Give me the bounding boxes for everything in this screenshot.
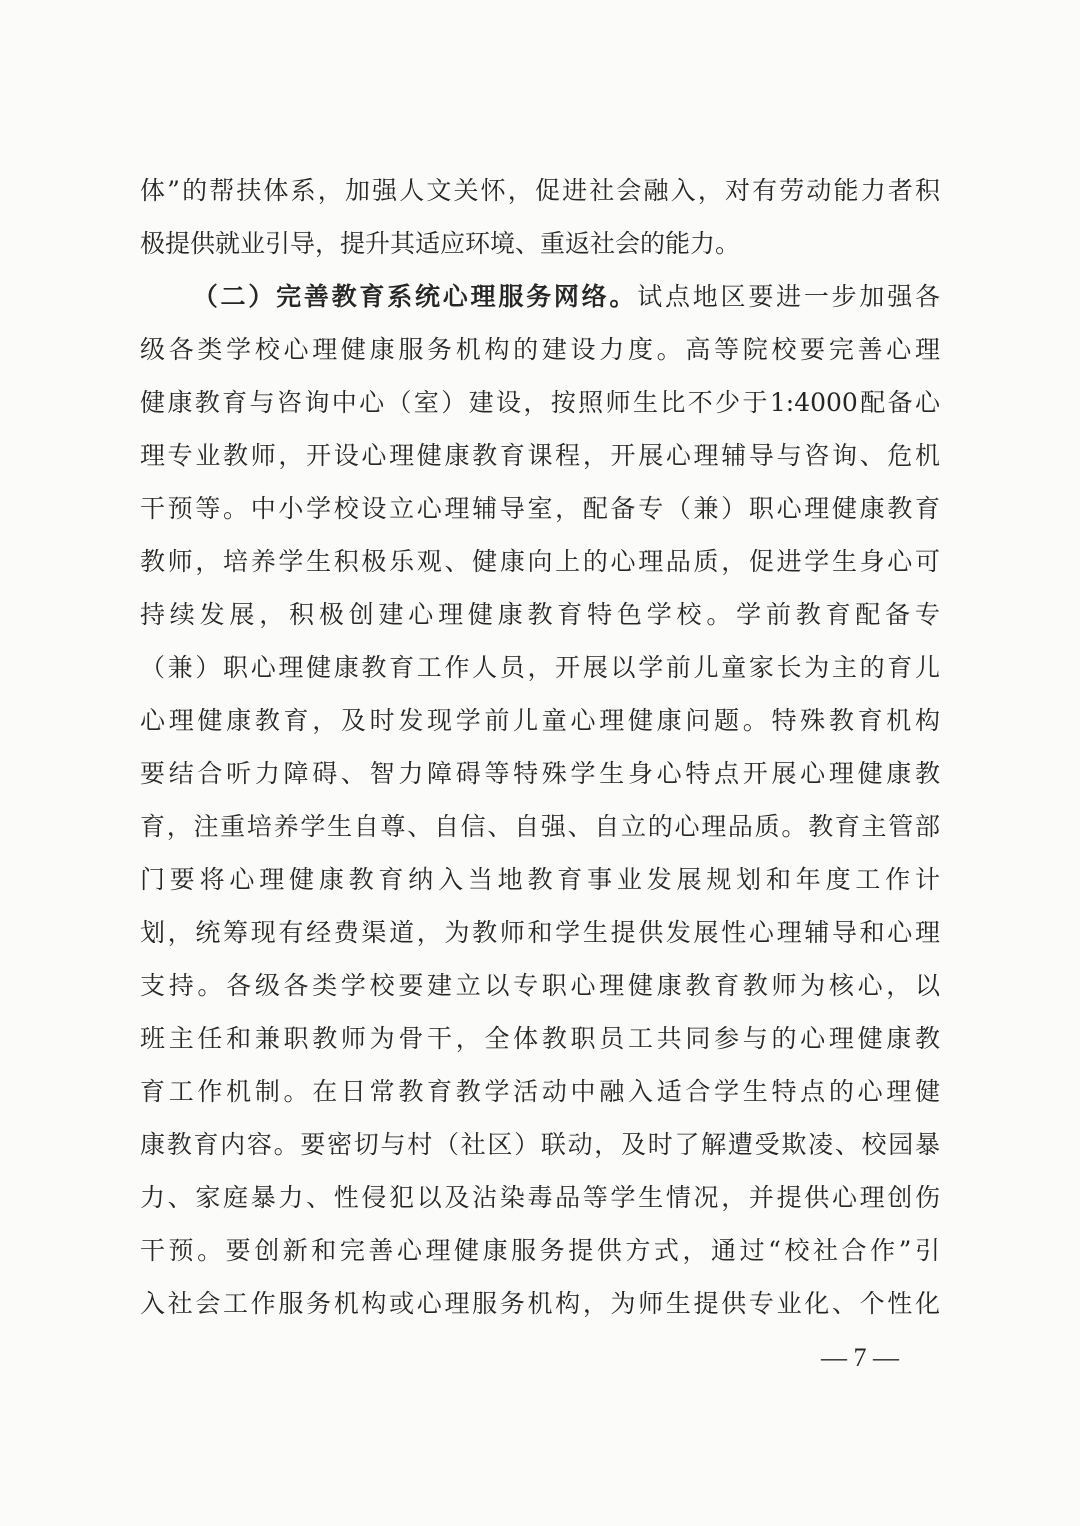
- text-line: 力、家庭暴力、性侵犯以及沾染毒品等学生情况，并提供心理创伤: [140, 1183, 940, 1212]
- text-line: 级各类学校心理健康服务机构的建设力度。高等院校要完善心理: [140, 335, 940, 364]
- section-lead-text: 试点地区要进一步加强各: [637, 282, 940, 311]
- text-line: 教师，培养学生积极乐观、健康向上的心理品质，促进学生身心可: [140, 547, 940, 576]
- section-heading: （二）完善教育系统心理服务网络。: [190, 282, 638, 311]
- text-line: 康教育内容。要密切与村（社区）联动，及时了解遭受欺凌、校园暴: [140, 1130, 940, 1159]
- text-line: 理专业教师，开设心理健康教育课程，开展心理辅导与咨询、危机: [140, 441, 940, 470]
- text-line: 要结合听力障碍、智力障碍等特殊学生身心特点开展心理健康教: [140, 759, 940, 788]
- text-line: 持续发展，积极创建心理健康教育特色学校。学前教育配备专: [140, 600, 940, 629]
- text-line: 体”的帮扶体系，加强人文关怀，促进社会融入，对有劳动能力者积: [140, 176, 940, 205]
- text-line: 育，注重培养学生自尊、自信、自强、自立的心理品质。教育主管部: [140, 812, 940, 841]
- text-line: 干预。要创新和完善心理健康服务提供方式，通过“校社合作”引: [140, 1236, 940, 1265]
- text-line: 门要将心理健康教育纳入当地教育事业发展规划和年度工作计: [140, 865, 940, 894]
- text-line: 育工作机制。在日常教育教学活动中融入适合学生特点的心理健: [140, 1077, 940, 1106]
- text-line: 心理健康教育，及时发现学前儿童心理健康问题。特殊教育机构: [140, 706, 940, 735]
- text-line: 划，统筹现有经费渠道，为教师和学生提供发展性心理辅导和心理: [140, 918, 940, 947]
- paragraph-start-line: [140, 270, 940, 323]
- page-number: — 7 —: [821, 1343, 899, 1372]
- text-line: 极提供就业引导，提升其适应环境、重返社会的能力。: [140, 229, 741, 258]
- text-line: 支持。各级各类学校要建立以专职心理健康教育教师为核心，以: [140, 971, 940, 1000]
- body-text: [140, 164, 940, 1330]
- text-line: 班主任和兼职教师为骨干，全体教职员工共同参与的心理健康教: [140, 1024, 940, 1053]
- text-line: 干预等。中小学校设立心理辅导室，配备专（兼）职心理健康教育: [140, 494, 940, 523]
- text-line: 入社会工作服务机构或心理服务机构，为师生提供专业化、个性化: [140, 1289, 940, 1318]
- text-line: 健康教育与咨询中心（室）建设，按照师生比不少于1:4000配备心: [140, 388, 940, 417]
- text-line: （兼）职心理健康教育工作人员，开展以学前儿童家长为主的育儿: [140, 653, 940, 682]
